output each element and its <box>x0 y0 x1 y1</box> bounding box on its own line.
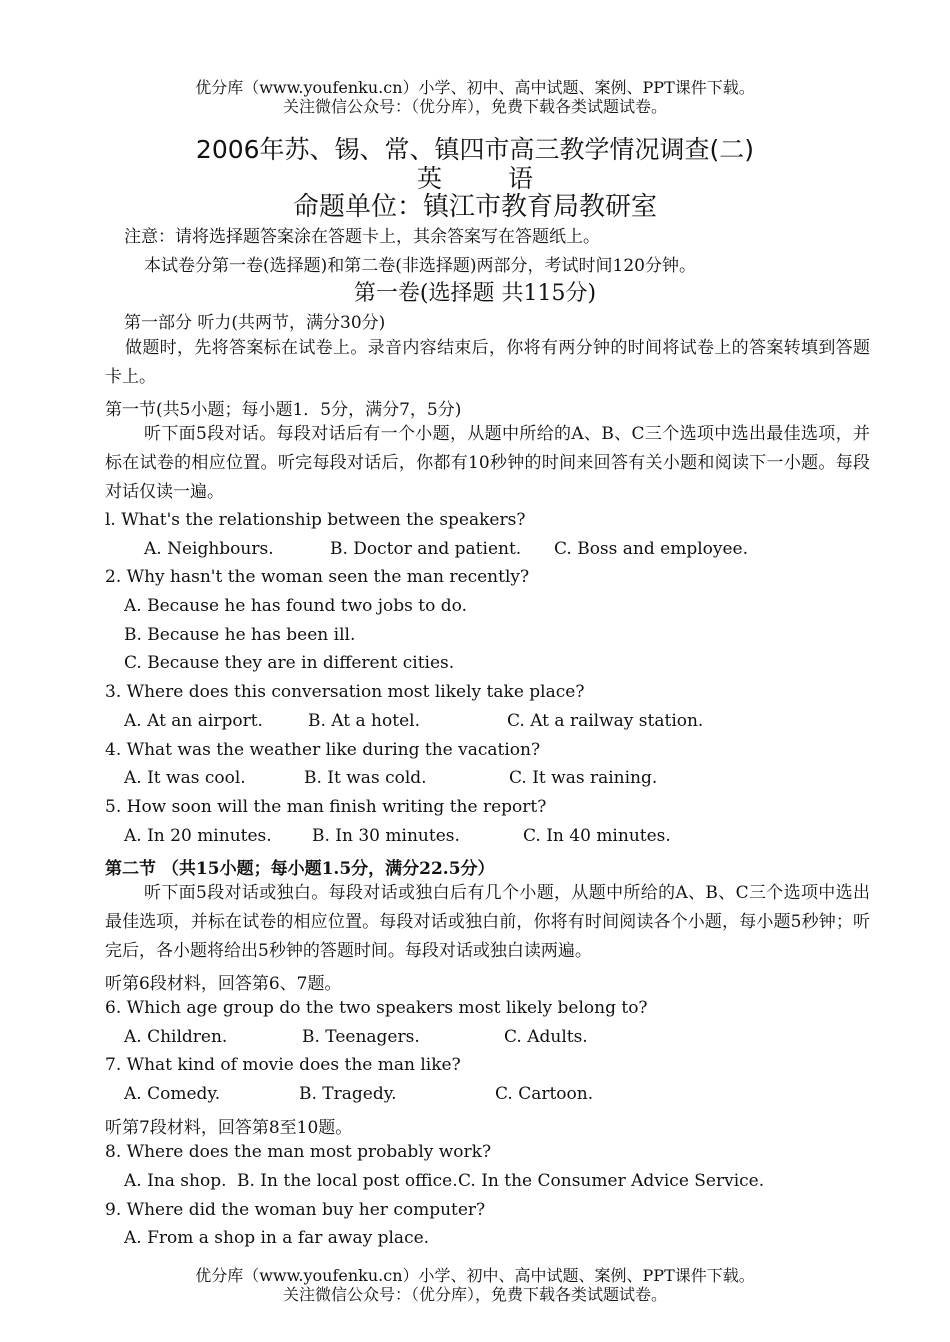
option-b: B. It was cold. <box>304 768 427 788</box>
header-line-1: 优分库（www.youfenku.cn）小学、初中、高中试题、案例、PPT课件下载。 <box>195 78 755 97</box>
note-answer-sheet: 注意：请将选择题答案涂在答题卡上，其余答案写在答题纸上。 <box>124 227 600 247</box>
option-b: B. Because he has been ill. <box>124 625 356 645</box>
option-c: C. In the Consumer Advice Service. <box>458 1171 765 1191</box>
exam-title: 2006年苏、锡、常、镇四市高三教学情况调查(二) <box>195 135 755 164</box>
option-c: C. It was raining. <box>509 768 658 788</box>
option-a: A. Because he has found two jobs to do. <box>124 596 467 616</box>
question-stem: 6. Which age group do the two speakers most likely belong to? <box>105 998 648 1018</box>
question-stem: l. What's the relationship between the speakers? <box>105 510 526 530</box>
option-c: C. At a railway station. <box>507 711 704 731</box>
option-c: C. Boss and employee. <box>554 539 749 559</box>
option-b: B. Doctor and patient. <box>330 539 522 559</box>
option-b: B. In 30 minutes. <box>312 826 460 846</box>
subject-char-2: 语 <box>508 164 534 193</box>
material-6-label: 听第6段材料，回答第6、7题。 <box>105 974 342 994</box>
option-a: A. From a shop in a far away place. <box>124 1228 430 1248</box>
option-c: C. Because they are in different cities. <box>124 653 455 673</box>
option-b: B. In the local post office. <box>237 1171 458 1191</box>
option-b: B. At a hotel. <box>308 711 420 731</box>
part1-instruction: 做题时，先将答案标在试卷上。录音内容结束后，你将有两分钟的时间将试卷上的答案转填到答题卡上。 <box>105 338 870 387</box>
volume-heading: 第一卷(选择题 共115分) <box>353 281 597 306</box>
page-header <box>0 78 950 116</box>
header-line-2: 关注微信公众号：（优分库），免费下载各类试题试卷。 <box>282 97 667 116</box>
option-a: A. At an airport. <box>124 711 263 731</box>
option-a: A. It was cool. <box>124 768 246 788</box>
section1-heading: 第一节(共5小题；每小题1．5分，满分7，5分) <box>105 400 462 420</box>
question-stem: 9. Where did the woman buy her computer? <box>105 1200 486 1220</box>
part1-heading: 第一部分 听力(共两节，满分30分) <box>124 313 386 333</box>
option-c: C. In 40 minutes. <box>523 826 671 846</box>
material-7-label: 听第7段材料，回答第8至10题。 <box>105 1118 353 1138</box>
section1-instruction: 听下面5段对话。每段对话后有一个小题，从题中所给的A、B、C三个选项中选出最佳选项，并标在试卷的相应位置。听完每段对话后，你都有10秒钟的时间来回答有关小题和阅读下一小题。每段对话仅读一遍。 <box>105 424 870 502</box>
section2-heading: 第二节 （共15小题；每小题1.5分，满分22.5分） <box>105 859 495 879</box>
option-c: C. Cartoon. <box>495 1084 594 1104</box>
option-a: A. Neighbours. <box>144 539 274 559</box>
section2-instruction: 听下面5段对话或独白。每段对话或独白后有几个小题，从题中所给的A、B、C三个选项中选出最佳选项，并标在试卷的相应位置。每段对话或独白前，你将有时间阅读各个小题，每小题5秒钟；听完后，各小题将给出5秒钟的答题时间。每段对话或独白读两遍。 <box>105 883 870 961</box>
question-stem: 8. Where does the man most probably work? <box>105 1142 492 1162</box>
option-a: A. Comedy. <box>124 1084 221 1104</box>
page-footer <box>0 1266 950 1304</box>
setter-unit: 命题单位：镇江市教育局教研室 <box>292 192 657 222</box>
subject-char-1: 英 <box>416 164 442 193</box>
option-a: A. Children. <box>124 1027 228 1047</box>
option-b: B. Tragedy. <box>299 1084 397 1104</box>
option-b: B. Teenagers. <box>302 1027 420 1047</box>
option-c: C. Adults. <box>504 1027 588 1047</box>
footer-line-2: 关注微信公众号：（优分库），免费下载各类试题试卷。 <box>282 1285 667 1304</box>
note-exam-structure: 本试卷分第一卷(选择题)和第二卷(非选择题)两部分，考试时间120分钟。 <box>144 256 696 276</box>
option-a: A. Ina shop. <box>124 1171 227 1191</box>
option-a: A. In 20 minutes. <box>124 826 272 846</box>
question-stem: 7. What kind of movie does the man like? <box>105 1055 461 1075</box>
question-stem: 5. How soon will the man finish writing the report? <box>105 797 547 817</box>
question-stem: 4. What was the weather like during the vacation? <box>105 740 541 760</box>
question-stem: 2. Why hasn't the woman seen the man recently? <box>105 567 530 587</box>
footer-line-1: 优分库（www.youfenku.cn）小学、初中、高中试题、案例、PPT课件下载。 <box>195 1266 755 1285</box>
question-stem: 3. Where does this conversation most likely take place? <box>105 682 585 702</box>
